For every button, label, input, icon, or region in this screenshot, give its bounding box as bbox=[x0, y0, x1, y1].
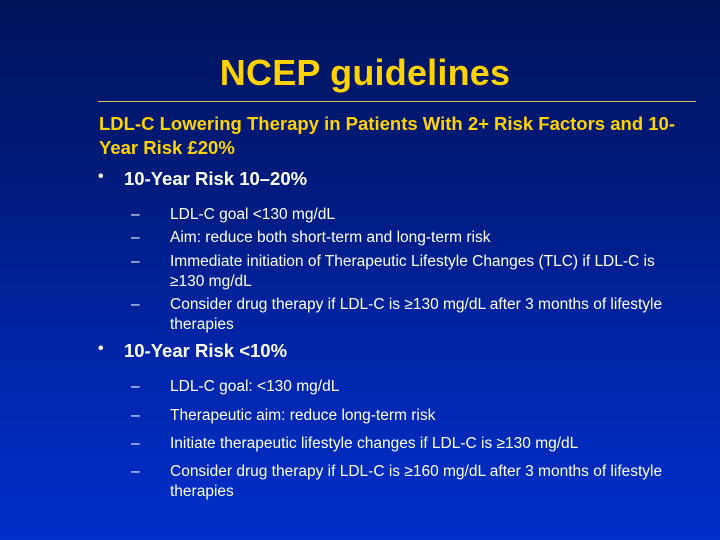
dash-icon: – bbox=[131, 253, 140, 270]
dash-icon: – bbox=[131, 378, 140, 395]
dash-icon: – bbox=[131, 407, 140, 424]
dash-icon: – bbox=[131, 435, 140, 452]
title-divider bbox=[98, 101, 696, 102]
list-item-text: LDL-C goal <130 mg/dL bbox=[170, 206, 336, 223]
bullet-icon: • bbox=[98, 340, 104, 357]
list-item-text: Consider drug therapy if LDL-C is ≥160 mg/dL after 3 months of lifestyle therapies bbox=[170, 463, 663, 500]
list-item-text: Consider drug therapy if LDL-C is ≥130 mg/dL after 3 months of lifestyle therapies bbox=[170, 296, 663, 333]
list-item-text: Initiate therapeutic lifestyle changes if LDL-C is ≥130 mg/dL bbox=[170, 435, 579, 452]
section-heading-label: 10-Year Risk <10% bbox=[124, 340, 288, 361]
list-item-text: Immediate initiation of Therapeutic Lifestyle Changes (TLC) if LDL-C is ≥130 mg/dL bbox=[170, 253, 655, 290]
section-heading-label: 10-Year Risk 10–20% bbox=[124, 168, 308, 189]
list-item-text: Aim: reduce both short-term and long-term risk bbox=[170, 229, 491, 246]
slide-title: NCEP guidelines bbox=[219, 52, 511, 93]
dash-icon: – bbox=[131, 296, 140, 313]
dash-icon: – bbox=[131, 229, 140, 246]
slide-subtitle: LDL-C Lowering Therapy in Patients With 2+ Risk Factors and 10-Year Risk £20% bbox=[99, 113, 676, 158]
dash-icon: – bbox=[131, 463, 140, 480]
list-item-text: Therapeutic aim: reduce long-term risk bbox=[170, 407, 436, 424]
dash-icon: – bbox=[131, 206, 140, 223]
list-item-text: LDL-C goal: <130 mg/dL bbox=[170, 378, 340, 395]
bullet-icon: • bbox=[98, 168, 104, 185]
